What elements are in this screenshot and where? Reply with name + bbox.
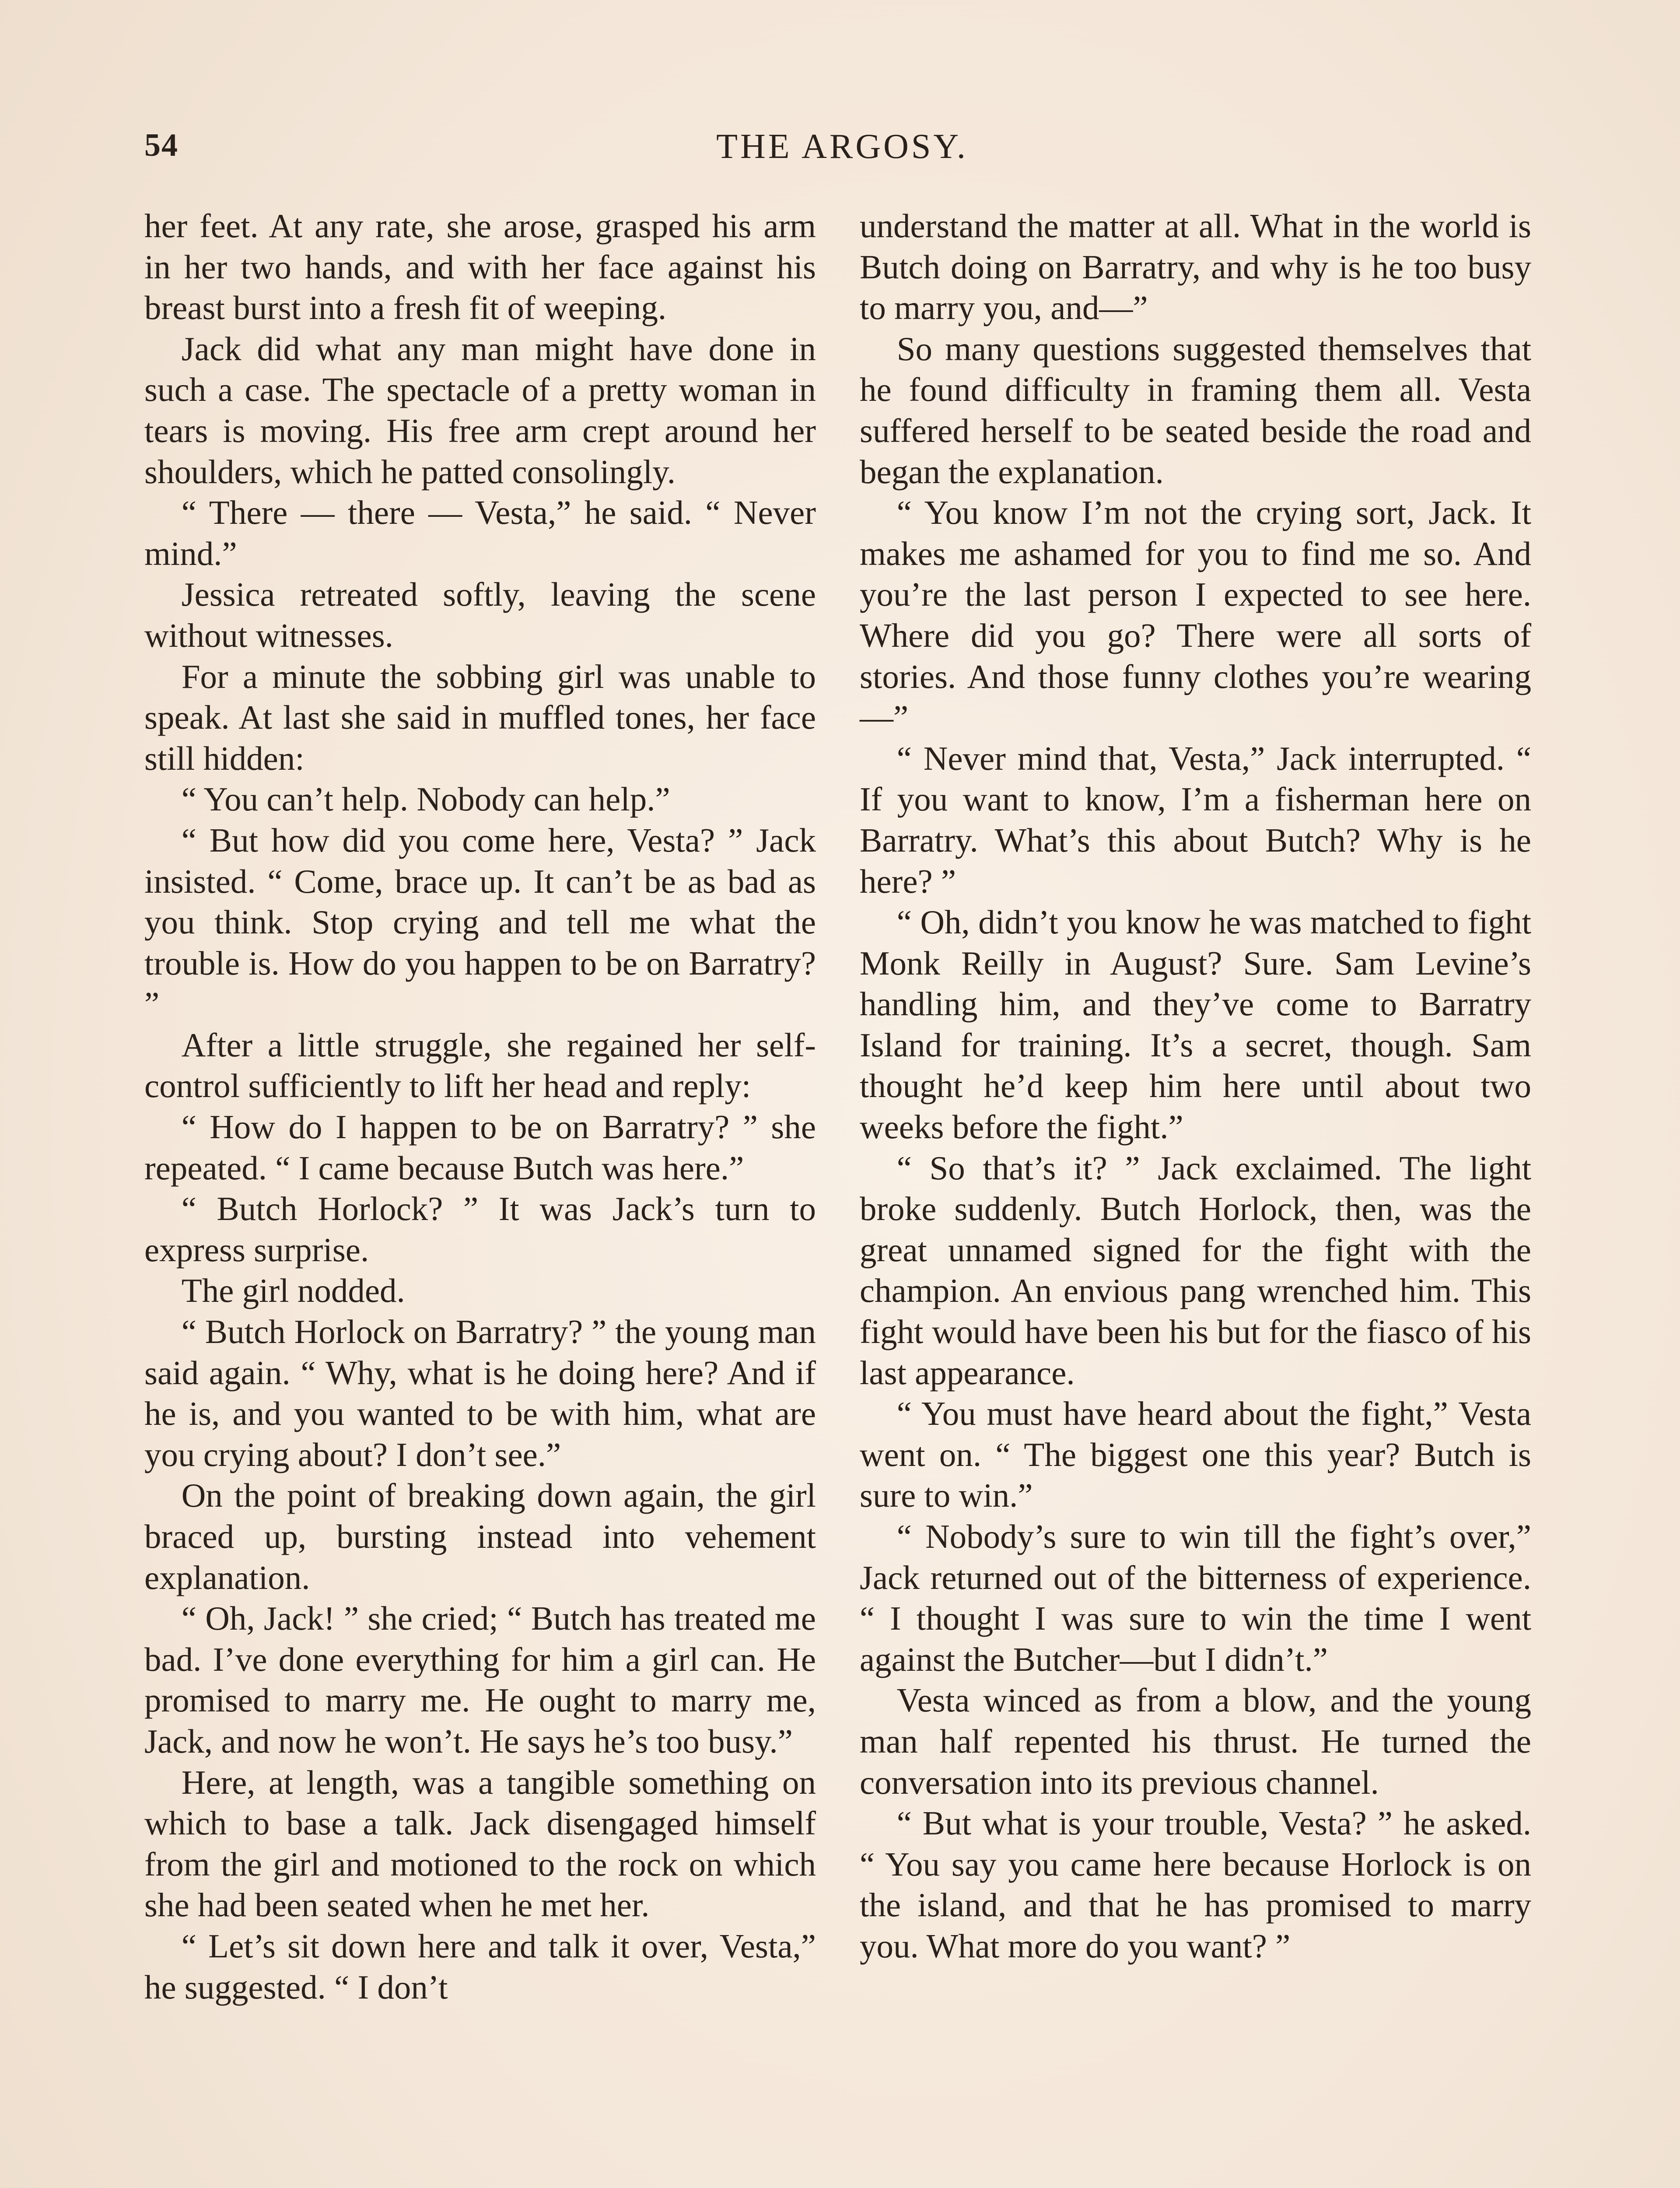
paragraph: “ Oh, Jack! ” she cried; “ Butch has treated me bad. I’ve done everything for him a girl can. He promised to marry me. He ought to marry me, Jack, and now he won’t. He says he’s too busy.” [144, 1599, 816, 1760]
paragraph: Jack did what any man might have done in such a case. The spectacle of a pretty woman in tears is moving. His free arm crept around her shoulders, which he patted consolingly. [144, 330, 816, 491]
paragraph: “ You can’t help. Nobody can help.” [181, 780, 670, 818]
paragraph: Vesta winced as from a blow, and the young man half repented his thrust. He turned the conversation into its previous channel. [860, 1681, 1531, 1801]
paragraph: “ But what is your trouble, Vesta? ” he asked. “ You say you came here because Horlock is on the island, and that he has promised to marry you. What more do you want? ” [860, 1804, 1531, 1965]
paragraph: understand the matter at all. What in the world is Butch doing on Barratry, and why is he too busy to marry you, and—” [860, 207, 1531, 327]
right-column [860, 206, 1531, 1967]
paragraph: “ How do I happen to be on Barratry? ” she repeated. “ I came because Butch was here.” [144, 1108, 816, 1187]
paragraph: “ Let’s sit down here and talk it over, Vesta,” he suggested. “ I don’t [144, 1927, 816, 2006]
paragraph: Jessica retreated softly, leaving the scene without witnesses. [144, 575, 816, 654]
paragraph: “ But how did you come here, Vesta? ” Jack insisted. “ Come, brace up. It can’t be as bad as you think. Stop crying and tell me what the trouble is. How do you happen to be on Barratry? ” [144, 821, 816, 1023]
paragraph: The girl nodded. [181, 1272, 405, 1310]
paragraph: On the point of breaking down again, the girl braced up, bursting instead into vehement explanation. [144, 1476, 816, 1596]
paragraph: So many questions suggested themselves that he found difficulty in framing them all. Vesta suffered herself to be seated beside the road and began the explanation. [860, 330, 1531, 491]
page-header [144, 127, 1540, 179]
paragraph: Here, at length, was a tangible something on which to base a talk. Jack disengaged himself from the girl and motioned to the rock on which she had been seated when he met her. [144, 1763, 816, 1924]
paragraph: After a little struggle, she regained her self-control sufficiently to lift her head and reply: [144, 1026, 816, 1105]
paragraph: “ Nobody’s sure to win till the fight’s over,” Jack returned out of the bitterness of experience. “ I thought I was sure to win the time I went against the Butcher—but I didn’t.” [860, 1518, 1531, 1678]
paragraph: “ Oh, didn’t you know he was matched to fight Monk Reilly in August? Sure. Sam Levine’s handling him, and they’ve come to Barratry Island for training. It’s a secret, though. Sam thought he’d keep him here until about two weeks before the fight.” [860, 903, 1531, 1146]
paragraph: “ You know I’m not the crying sort, Jack. It makes me ashamed for you to find me so. And you’re the last person I expected to see here. Where did you go? There were all sorts of stories. And those funny clothes you’re wearing—” [860, 494, 1531, 736]
paragraph: her feet. At any rate, she arose, grasped his arm in her two hands, and with her face against his breast burst into a fresh fit of weeping. [144, 207, 816, 327]
paragraph: For a minute the sobbing girl was unable to speak. At last she said in muffled tones, her face still hidden: [144, 657, 816, 777]
running-title: THE ARGOSY. [716, 127, 968, 166]
paragraph: “ So that’s it? ” Jack exclaimed. The light broke suddenly. Butch Horlock, then, was the great unnamed signed for the fight with the champion. An envious pang wrenched him. This fight would have been his but for the fiasco of his last appearance. [860, 1149, 1531, 1392]
paragraph: “ There — there — Vesta,” he said. “ Never mind.” [144, 494, 816, 572]
paragraph: “ Never mind that, Vesta,” Jack interrupted. “ If you want to know, I’m a fisherman here on Barratry. What’s this about Butch? Why is he here? ” [860, 739, 1531, 900]
paragraph: “ You must have heard about the fight,” Vesta went on. “ The biggest one this year? Butch is sure to win.” [860, 1395, 1531, 1515]
paragraph: “ Butch Horlock? ” It was Jack’s turn to express surprise. [144, 1190, 816, 1269]
paragraph: “ Butch Horlock on Barratry? ” the young man said again. “ Why, what is he doing here? And if he is, and you wanted to be with him, what are you crying about? I don’t see.” [144, 1313, 816, 1473]
page-number: 54 [144, 127, 178, 163]
left-column [144, 206, 816, 2008]
